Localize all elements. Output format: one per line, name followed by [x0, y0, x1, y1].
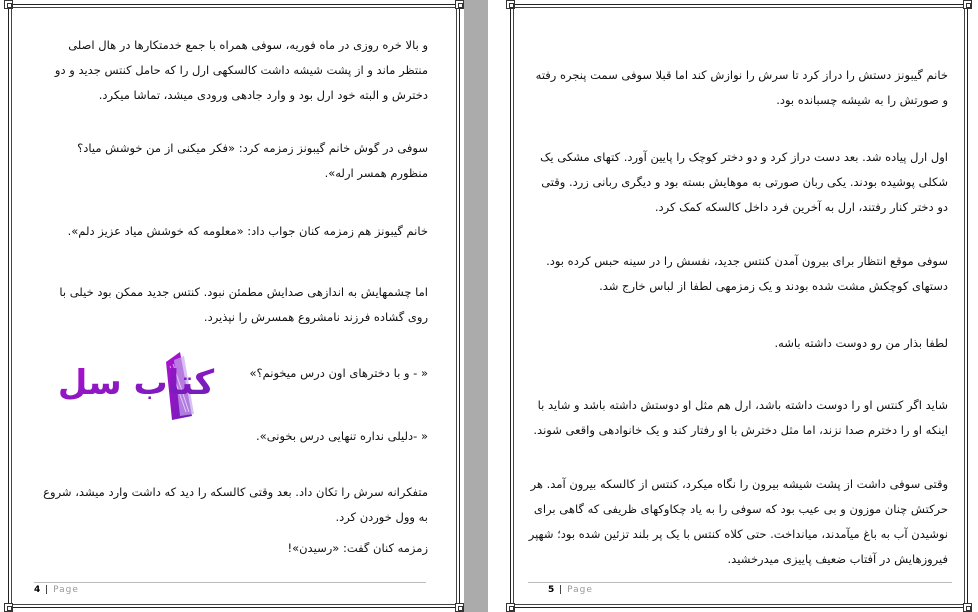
paragraph-text: سوفی موقع انتظار برای بیرون آمدن کنتس جدید، نفسش را در سینه حبس کرده بود. دستهای کوچکش مشت شده بودند و یک زمزمهی لطفا از لباس خارج شد. — [546, 254, 948, 293]
page-label: Page — [53, 585, 79, 595]
paragraph — [38, 536, 428, 561]
footer-separator: | — [45, 585, 49, 595]
dialogue-line — [200, 361, 428, 386]
paragraph-text: « - و با دخترهای اون درس میخونم؟» — [249, 366, 428, 380]
footer-separator: | — [559, 585, 563, 595]
page-corner-ornament — [506, 0, 515, 9]
paragraph — [38, 219, 428, 244]
paragraph — [528, 393, 948, 443]
logo-text: کتاب سل — [57, 363, 215, 403]
paragraph — [38, 33, 428, 108]
page-corner-ornament — [455, 0, 464, 9]
page-corner-ornament — [4, 603, 13, 612]
paragraph-text: خانم گیبونز هم زمزمه کنان جواب داد: «معلومه که خوشش میاد عزیز دلم». — [67, 224, 428, 238]
page-number: 5 — [548, 585, 555, 595]
paragraph-text: و بالا خره روزی در ماه فوریه، سوفی همراه با جمع خدمتکارها در هال اصلی منتظر ماند و از پشت شیشه داشت کالسکهی ارل را که حامل کنتس جدید و دو دخترش و البته خود ارل بود و وارد جادهی ورودی میشد، تماشا میکرد. — [54, 38, 428, 102]
page-footer — [34, 585, 79, 595]
paragraph-text: متفکرانه سرش را تکان داد. بعد وقتی کالسکه را دید که داشت وارد میشد، شروع به وول خوردن کرد. — [43, 485, 428, 524]
paragraph-text: اما چشمهایش به اندازهی صدایش مطمئن نبود. کنتس جدید ممکن بود خیلی با روی گشاده فرزند نامشروع همسرش را نپذیرد. — [59, 285, 428, 324]
page-footer — [548, 585, 593, 595]
page-corner-ornament — [963, 603, 972, 612]
paragraph — [38, 136, 428, 186]
page-label: Page — [567, 585, 593, 595]
paragraph-text: سوفی در گوش خانم گیبونز زمزمه کرد: «فکر میکنی از من خوشش میاد؟ منظورم همسر ارله». — [77, 141, 428, 180]
paragraph-text: وقتی سوفی داشت از پشت شیشه بیرون را نگاه میکرد، کنتس از کالسکه بیرون آمد. هر حرکتش چنان موزون و بی عیب بود که سوفی را به یاد چکاوکهای ظریفی که گاهی برای نوشیدن آب به باغ میآمدند، میانداخت. حتی کلاه کنتس با یک پر بلند تزئین شده بود؛ شهپر فیروزهایش در آفتاب ضعیف پاییزی میدرخشید. — [528, 477, 948, 566]
paragraph-text: شاید اگر کنتس او را دوست داشته باشد، ارل هم مثل او دوستش داشته باشد و شاید با اینکه او را دخترم صدا نزند، اما مثل دخترش با او رفتار کند و یک خانوادهی واقعی شوند. — [533, 398, 948, 437]
paragraph — [528, 472, 948, 572]
paragraph — [528, 63, 948, 113]
footer-rule — [528, 582, 952, 583]
page-corner-ornament — [506, 603, 515, 612]
paragraph — [38, 480, 428, 530]
paragraph-text: زمزمه کنان گفت: «رسیدن»! — [287, 541, 428, 555]
dialogue-line — [200, 424, 428, 449]
footer-rule — [34, 582, 426, 583]
paragraph-text: اول ارل پیاده شد. بعد دست دراز کرد و دو دختر کوچک را پایین آورد. کتهای مشکی یک شکلی پوشیده بودند. یکی ربان صورتی به موهایش بسته بود و دیگری ربانی زرد. وقتی دو دختر کنار رفتند، ارل به آخرین فرد داخل کالسکه کمک کرد. — [540, 150, 948, 214]
paragraph — [38, 280, 428, 330]
paragraph-text: لطفا بذار من رو دوست داشته باشه. — [774, 336, 948, 350]
page-corner-ornament — [4, 0, 13, 9]
paragraph — [528, 145, 948, 220]
right-page — [488, 0, 978, 612]
paragraph-text: خانم گیبونز دستش را دراز کرد تا سرش را نوازش کند اما قبلا سوفی سمت پنجره رفته و صورتش را به شیشه چسبانده بود. — [535, 68, 948, 107]
page-number: 4 — [34, 585, 41, 595]
page-corner-ornament — [963, 0, 972, 9]
ketab-logo — [57, 350, 215, 422]
page-corner-ornament — [455, 603, 464, 612]
paragraph — [528, 331, 948, 356]
paragraph — [528, 249, 948, 299]
paragraph-text: « -دلیلی نداره تنهایی درس بخونی». — [256, 429, 428, 443]
left-page — [0, 0, 464, 612]
